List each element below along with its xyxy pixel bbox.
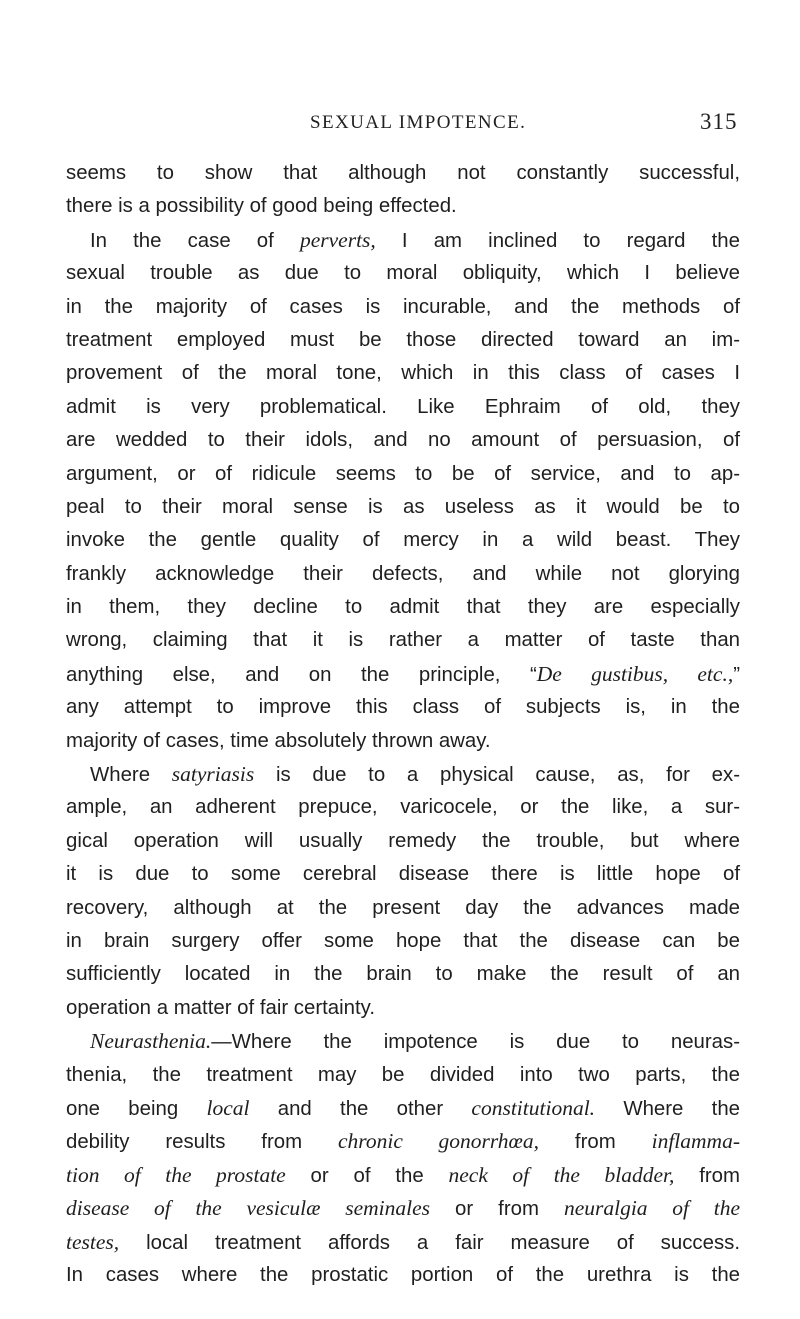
text-line: any attempt to improve this class of subjects is, in the xyxy=(66,696,740,719)
text-line: provement of the moral tone, which in this class of cases I xyxy=(66,362,740,385)
text-line: Neurasthenia.—Where the impotence is due to neuras- xyxy=(90,1029,740,1054)
text-line: Where satyriasis is due to a physical cause, as, for ex- xyxy=(90,762,740,787)
text-line: testes, local treatment affords a fair measure of success. xyxy=(66,1229,740,1254)
text-line: sufficiently located in the brain to make the result of an xyxy=(66,963,740,986)
text-line: treatment employed must be those directed toward an im- xyxy=(66,328,740,351)
page-number: 315 xyxy=(700,109,738,134)
body-text xyxy=(66,157,740,1292)
text-line: operation a matter of fair certainty. xyxy=(66,996,376,1019)
text-line: in the majority of cases is incurable, and the methods of xyxy=(66,295,740,318)
text-line: invoke the gentle quality of mercy in a wild beast. They xyxy=(66,529,740,552)
text-line: argument, or of ridicule seems to be of service, and to ap- xyxy=(66,462,740,485)
text-line: sexual trouble as due to moral obliquity, which I believe xyxy=(66,262,740,285)
text-line: In cases where the prostatic portion of the urethra is the xyxy=(66,1263,740,1286)
text-line: thenia, the treatment may be divided into two parts, the xyxy=(66,1063,740,1086)
text-line: tion of the prostate or of the neck of the bladder, from xyxy=(66,1162,740,1187)
text-line: In the case of perverts, I am inclined to regard the xyxy=(90,227,740,252)
running-head xyxy=(0,110,800,140)
text-line: gical operation will usually remedy the trouble, but where xyxy=(66,829,740,852)
text-line: are wedded to their idols, and no amount of persuasion, of xyxy=(66,429,740,452)
text-line: in them, they decline to admit that they are especially xyxy=(66,596,740,619)
text-line: one being local and the other constitutional. Where the xyxy=(66,1095,740,1120)
text-line: peal to their moral sense is as useless as it would be to xyxy=(66,495,740,518)
text-line: wrong, claiming that it is rather a matter of taste than xyxy=(66,629,740,652)
text-line: debility results from chronic gonorrhœa, from inflamma- xyxy=(66,1129,740,1154)
text-line: anything else, and on the principle, “De gustibus, etc.,” xyxy=(66,661,740,686)
text-line: admit is very problematical. Like Ephraim of old, they xyxy=(66,395,740,418)
running-title: SEXUAL IMPOTENCE. xyxy=(310,112,527,133)
text-line: seems to show that although not constantly successful, xyxy=(66,162,740,184)
text-line: in brain surgery offer some hope that the disease can be xyxy=(66,929,740,952)
text-line: recovery, although at the present day the advances made xyxy=(66,896,740,919)
text-line: it is due to some cerebral disease there is little hope of xyxy=(66,863,740,886)
text-line: majority of cases, time absolutely thrown away. xyxy=(66,729,491,752)
text-line: ample, an adherent prepuce, varicocele, or the like, a sur- xyxy=(66,796,740,819)
text-line: frankly acknowledge their defects, and while not glorying xyxy=(66,562,740,585)
text-line: there is a possibility of good being effected. xyxy=(66,195,457,218)
text-line: disease of the vesiculæ seminales or from neuralgia of the xyxy=(66,1196,740,1221)
